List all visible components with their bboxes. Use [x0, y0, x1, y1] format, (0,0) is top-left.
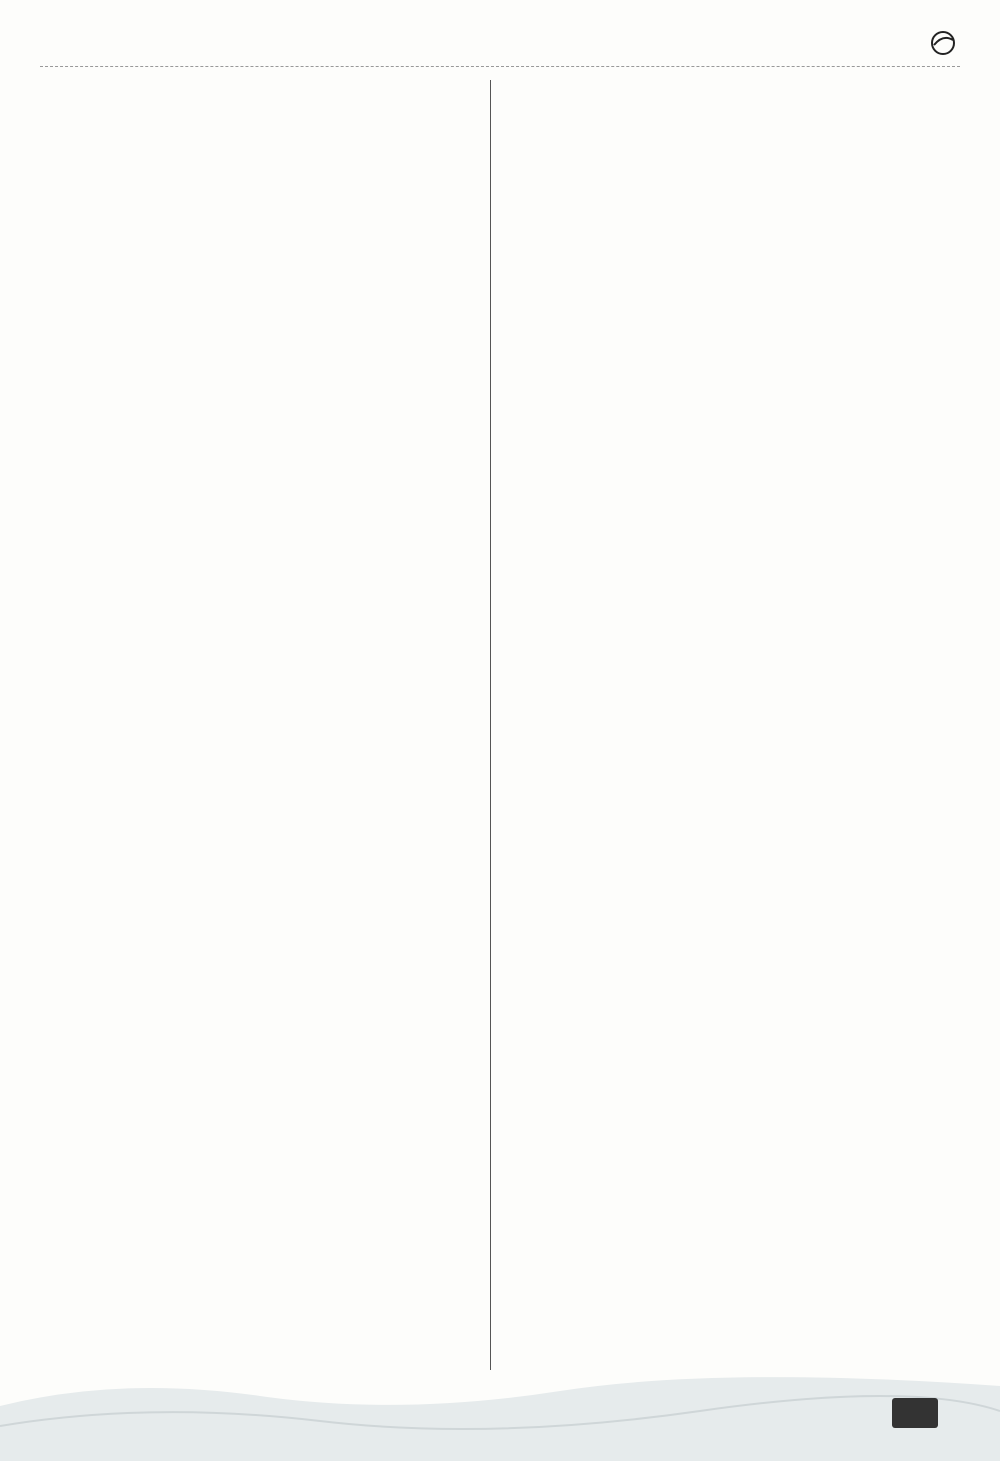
right-column — [500, 78, 940, 90]
logo-icon — [926, 30, 960, 56]
page-number — [892, 1398, 938, 1428]
footer-wave-decoration — [0, 1366, 1000, 1461]
header-rule — [40, 66, 960, 67]
column-divider — [490, 80, 491, 1370]
left-column — [36, 78, 472, 86]
